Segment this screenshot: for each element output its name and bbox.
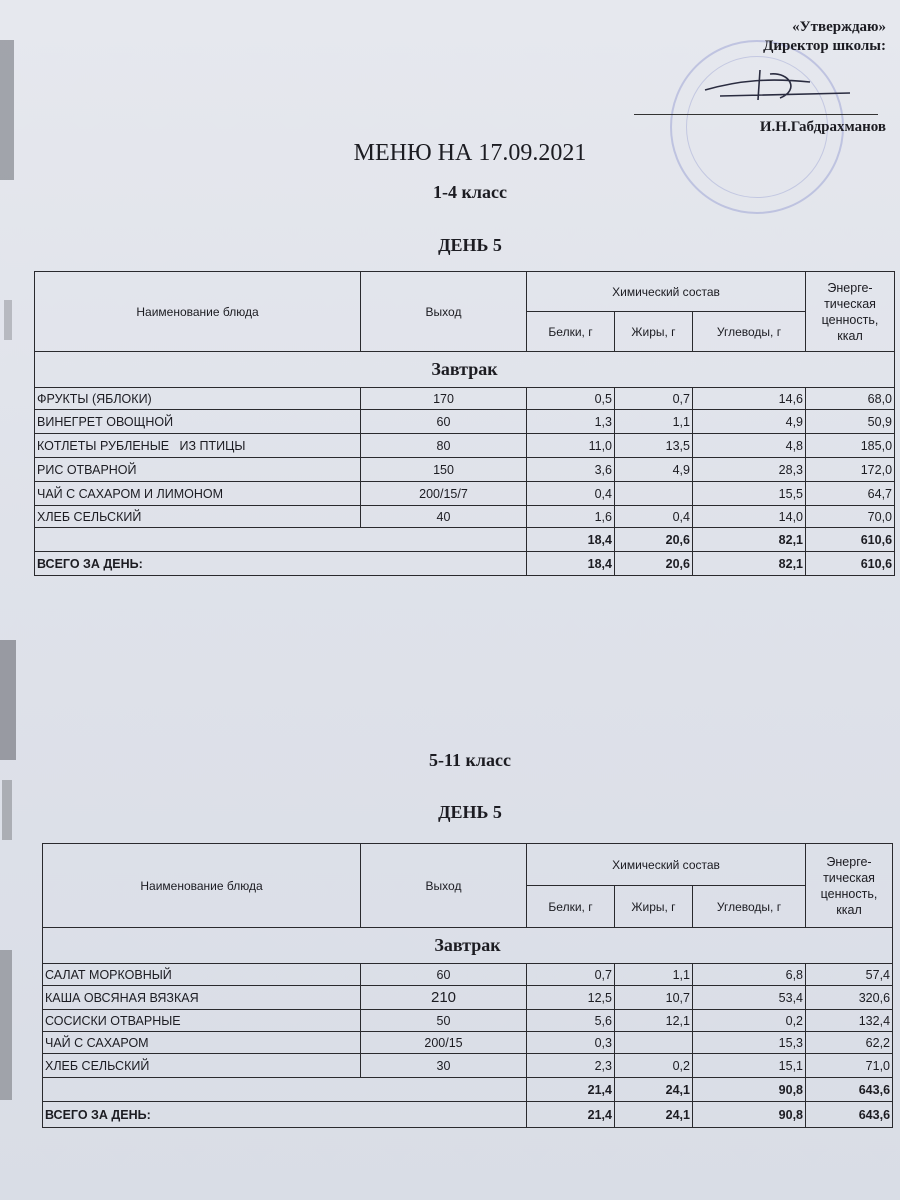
dish-energy: 132,4 (806, 1010, 893, 1032)
col-header-protein: Белки, г (527, 886, 615, 928)
scan-edge-marks (0, 0, 42, 1200)
col-header-energy: Энерге-тическая ценность, ккал (806, 844, 893, 928)
director-signature (700, 60, 870, 110)
dish-protein: 1,6 (527, 506, 615, 528)
dish-carbs: 0,2 (693, 1010, 806, 1032)
dish-carbs: 14,6 (693, 388, 806, 410)
dish-energy: 68,0 (806, 388, 895, 410)
dish-energy: 70,0 (806, 506, 895, 528)
table-row (43, 1010, 893, 1032)
dish-name: ХЛЕБ СЕЛЬСКИЙ (43, 1054, 361, 1078)
subtotal-carbs: 82,1 (693, 528, 806, 552)
total-fat: 24,1 (615, 1102, 693, 1128)
class-label-1: 1-4 класс (433, 182, 507, 202)
dish-output: 200/15 (361, 1032, 527, 1054)
signature-line (634, 114, 878, 115)
dish-name: КАША ОВСЯНАЯ ВЯЗКАЯ (43, 986, 361, 1010)
dish-output: 40 (361, 506, 527, 528)
dish-carbs: 4,9 (693, 410, 806, 434)
col-header-chem: Химический состав (527, 272, 806, 312)
subtotal-row (43, 1078, 893, 1102)
dish-fat: 10,7 (615, 986, 693, 1010)
dish-fat: 13,5 (615, 434, 693, 458)
col-header-protein: Белки, г (527, 312, 615, 352)
dish-name: САЛАТ МОРКОВНЫЙ (43, 964, 361, 986)
dish-protein: 12,5 (527, 986, 615, 1010)
dish-protein: 11,0 (527, 434, 615, 458)
dish-fat: 0,2 (615, 1054, 693, 1078)
table-row (35, 506, 895, 528)
director-name: И.Н.Габдрахманов (759, 119, 886, 135)
total-label: ВСЕГО ЗА ДЕНЬ: (35, 552, 527, 576)
total-carbs: 90,8 (693, 1102, 806, 1128)
dish-carbs: 15,5 (693, 482, 806, 506)
dish-name: КОТЛЕТЫ РУБЛЕНЫЕ ИЗ ПТИЦЫ (35, 434, 361, 458)
dish-name: СОСИСКИ ОТВАРНЫЕ (43, 1010, 361, 1032)
table-row (35, 482, 895, 506)
dish-carbs: 6,8 (693, 964, 806, 986)
dish-protein: 3,6 (527, 458, 615, 482)
dish-energy: 64,7 (806, 482, 895, 506)
subtotal-protein: 21,4 (527, 1078, 615, 1102)
table-row (43, 986, 893, 1010)
dish-name: ФРУКТЫ (ЯБЛОКИ) (35, 388, 361, 410)
menu-table-1-4 (34, 271, 895, 576)
dish-name: ХЛЕБ СЕЛЬСКИЙ (35, 506, 361, 528)
subtotal-energy: 643,6 (806, 1078, 893, 1102)
dish-name: ЧАЙ С САХАРОМ (43, 1032, 361, 1054)
menu-table-5-11 (42, 843, 893, 1128)
dish-energy: 172,0 (806, 458, 895, 482)
col-header-fat: Жиры, г (615, 886, 693, 928)
dish-output: 30 (361, 1054, 527, 1078)
dish-carbs: 53,4 (693, 986, 806, 1010)
col-header-energy: Энерге-тическая ценность, ккал (806, 272, 895, 352)
dish-name: ВИНЕГРЕТ ОВОЩНОЙ (35, 410, 361, 434)
dish-protein: 0,4 (527, 482, 615, 506)
dish-output: 80 (361, 434, 527, 458)
total-protein: 18,4 (527, 552, 615, 576)
table-row (43, 1032, 893, 1054)
subtotal-fat: 20,6 (615, 528, 693, 552)
col-header-fat: Жиры, г (615, 312, 693, 352)
table-row (35, 410, 895, 434)
dish-carbs: 15,3 (693, 1032, 806, 1054)
total-energy: 643,6 (806, 1102, 893, 1128)
subtotal-carbs: 90,8 (693, 1078, 806, 1102)
day-label-2: ДЕНЬ 5 (438, 802, 502, 822)
meal-label: Завтрак (43, 928, 893, 964)
dish-carbs: 4,8 (693, 434, 806, 458)
dish-name: ЧАЙ С САХАРОМ И ЛИМОНОМ (35, 482, 361, 506)
total-carbs: 82,1 (693, 552, 806, 576)
col-header-chem: Химический состав (527, 844, 806, 886)
table-row (43, 1054, 893, 1078)
dish-fat: 12,1 (615, 1010, 693, 1032)
subtotal-row (35, 528, 895, 552)
col-header-carbs: Углеводы, г (693, 312, 806, 352)
total-label: ВСЕГО ЗА ДЕНЬ: (43, 1102, 527, 1128)
dish-energy: 57,4 (806, 964, 893, 986)
dish-carbs: 14,0 (693, 506, 806, 528)
col-header-name: Наименование блюда (43, 844, 361, 928)
dish-carbs: 15,1 (693, 1054, 806, 1078)
dish-output: 200/15/7 (361, 482, 527, 506)
dish-protein: 2,3 (527, 1054, 615, 1078)
approval-block (759, 18, 886, 135)
table-row (43, 964, 893, 986)
meal-label: Завтрак (35, 352, 895, 388)
dish-protein: 0,3 (527, 1032, 615, 1054)
menu-title: МЕНЮ НА 17.09.2021 (353, 140, 587, 166)
dish-name: РИС ОТВАРНОЙ (35, 458, 361, 482)
subtotal-fat: 24,1 (615, 1078, 693, 1102)
col-header-carbs: Углеводы, г (693, 886, 806, 928)
col-header-name: Наименование блюда (35, 272, 361, 352)
dish-fat: 4,9 (615, 458, 693, 482)
dish-protein: 1,3 (527, 410, 615, 434)
dish-protein: 5,6 (527, 1010, 615, 1032)
total-energy: 610,6 (806, 552, 895, 576)
dish-output: 170 (361, 388, 527, 410)
table-row (35, 458, 895, 482)
dish-fat: 1,1 (615, 410, 693, 434)
subtotal-protein: 18,4 (527, 528, 615, 552)
subtotal-energy: 610,6 (806, 528, 895, 552)
dish-output: 150 (361, 458, 527, 482)
col-header-output: Выход (361, 844, 527, 928)
dish-protein: 0,7 (527, 964, 615, 986)
dish-output: 60 (361, 410, 527, 434)
dish-fat: 0,7 (615, 388, 693, 410)
class-label-2: 5-11 класс (429, 750, 511, 770)
dish-energy: 62,2 (806, 1032, 893, 1054)
dish-energy: 71,0 (806, 1054, 893, 1078)
dish-output: 60 (361, 964, 527, 986)
dish-output: 50 (361, 1010, 527, 1032)
col-header-output: Выход (361, 272, 527, 352)
total-protein: 21,4 (527, 1102, 615, 1128)
total-row (35, 552, 895, 576)
day-label-1: ДЕНЬ 5 (438, 235, 502, 255)
dish-carbs: 28,3 (693, 458, 806, 482)
dish-fat: 1,1 (615, 964, 693, 986)
dish-fat (615, 482, 693, 506)
dish-output: 210 (361, 986, 527, 1010)
dish-energy: 320,6 (806, 986, 893, 1010)
dish-fat (615, 1032, 693, 1054)
dish-protein: 0,5 (527, 388, 615, 410)
approval-position: Директор школы: (763, 38, 886, 54)
table-row (35, 434, 895, 458)
approval-label: «Утверждаю» (792, 19, 886, 35)
table-row (35, 388, 895, 410)
total-row (43, 1102, 893, 1128)
total-fat: 20,6 (615, 552, 693, 576)
dish-energy: 185,0 (806, 434, 895, 458)
dish-fat: 0,4 (615, 506, 693, 528)
dish-energy: 50,9 (806, 410, 895, 434)
